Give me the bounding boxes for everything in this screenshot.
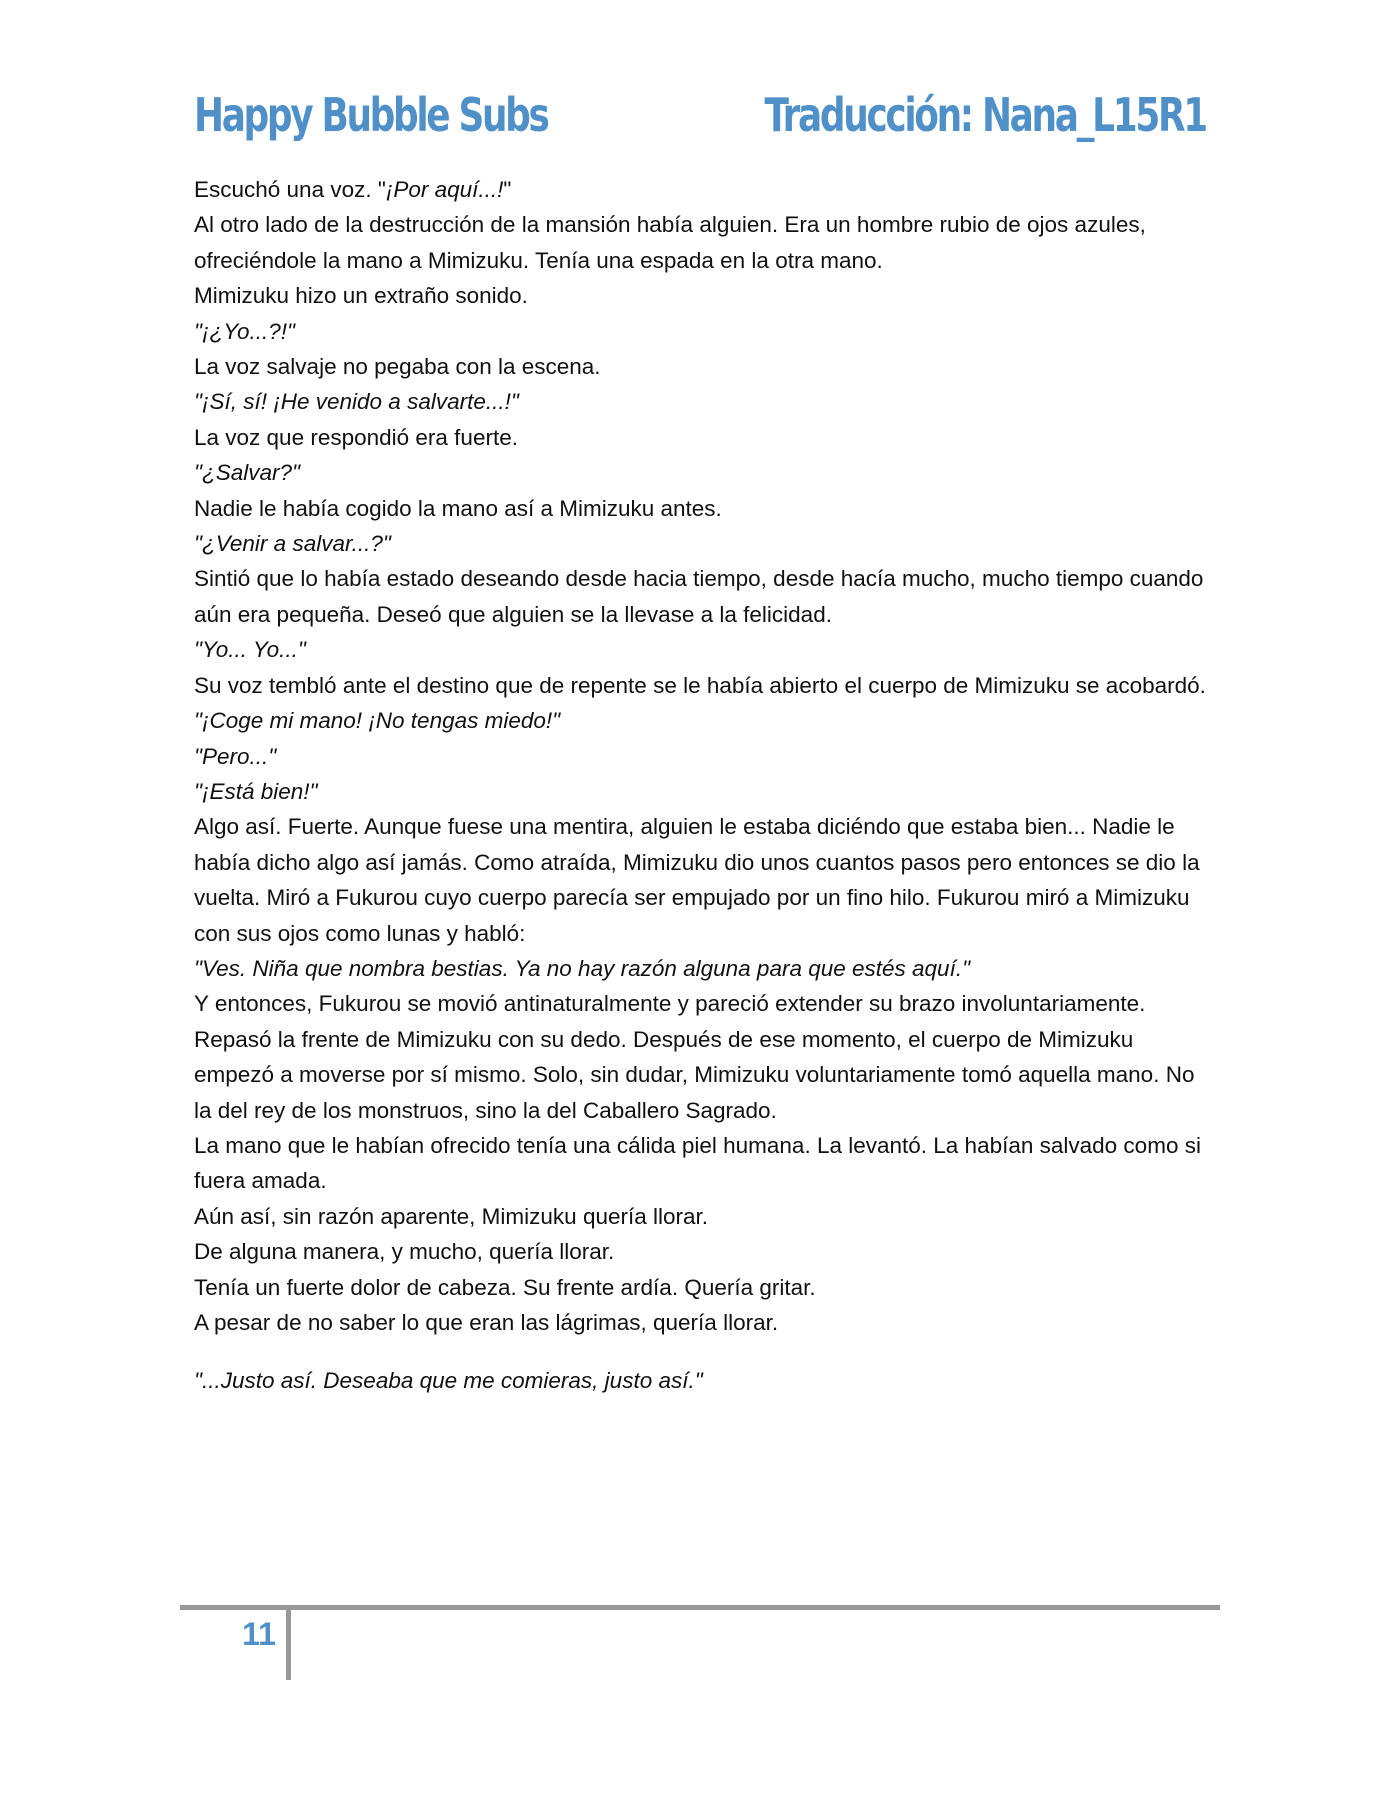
paragraph: Al otro lado de la destrucción de la mansión había alguien. Era un hombre rubio de ojos azules, ofreciéndole la mano a Mimizuku. Tenía una espada en la otra mano. [194,212,1146,273]
dialogue: "Yo... Yo..." [194,637,306,663]
paragraph [194,172,1206,207]
dialogue: "Ves. Niña que nombra bestias. Ya no hay razón alguna para que estés aquí." [194,955,971,981]
paragraph [194,455,1206,490]
paragraph: De alguna manera, y mucho, quería llorar. [194,1239,615,1265]
paragraph: La mano que le habían ofrecido tenía una cálida piel humana. La levantó. La habían salvado como si fuera amada. [194,1132,1201,1194]
narration: Escuchó una voz. " [194,177,386,202]
dialogue: "¿Salvar?" [194,460,301,486]
page-header [194,84,1206,154]
paragraph: Su voz tembló ante el destino que de repente se le había abierto el cuerpo de Mimizuku se acobardó. [194,672,1206,698]
paragraph: Algo así. Fuerte. Aunque fuese una mentira, alguien le estaba diciéndo que estaba bien... Nadie le había dicho algo así jamás. Como atraída, Mimizuku dio unos cuantos pasos pero entonces se dio la vuelta. Miró a Fukurou cuyo cuerpo parecía ser empujado por un fino hilo. Fukurou miró a Mimizuku con sus ojos como lunas y habló: [194,814,1200,946]
paragraph: Tenía un fuerte dolor de cabeza. Su frente ardía. Quería gritar. [194,1274,816,1300]
paragraph [194,526,1206,561]
header-translator-credit: Traducción: Nana_L15R1 [764,88,1206,142]
paragraph: Y entonces, Fukurou se movió antinaturalmente y pareció extender su brazo involuntariamente. Repasó la frente de Mimizuku con su dedo. Después de ese momento, el cuerpo de Mimizuku empezó a moverse por sí mismo. Solo, sin dudar, Mimizuku voluntariamente tomó aquella mano. No la del rey de los monstruos, sino la del Caballero Sagrado. [194,991,1195,1123]
paragraph [194,632,1206,667]
dialogue: "¡Coge mi mano! ¡No tengas miedo!" [194,708,561,734]
paragraph: La voz que respondió era fuerte. [194,424,518,450]
paragraph: Sintió que lo había estado deseando desde hacia tiempo, desde hacía mucho, mucho tiempo cuando aún era pequeña. Deseó que alguien se la llevase a la felicidad. [194,566,1204,627]
footer-rule [180,1605,1220,1610]
paragraph: Nadie le había cogido la mano así a Mimizuku antes. [194,495,722,521]
dialogue: "...Justo así. Deseaba que me comieras, justo así." [194,1368,703,1394]
footer-divider [286,1605,291,1680]
quote-mark: " [503,177,512,202]
paragraph: La voz salvaje no pegaba con la escena. [194,354,601,380]
dialogue: "¡Sí, sí! ¡He venido a salvarte...!" [194,389,519,415]
dialogue: "¡Está bien!" [194,778,318,804]
paragraph [194,1363,1206,1398]
document-body [194,172,1206,1399]
paragraph: Aún así, sin razón aparente, Mimizuku quería llorar. [194,1203,709,1229]
header-group-name: Happy Bubble Subs [194,88,548,142]
paragraph [194,314,1206,349]
dialogue: "Pero..." [194,743,277,769]
paragraph: A pesar de no saber lo que eran las lágrimas, quería llorar. [194,1310,779,1335]
dialogue: "¡¿Yo...?!" [194,318,296,344]
paragraph [194,703,1206,738]
dialogue: "¿Venir a salvar...?" [194,531,391,557]
paragraph [194,951,1206,986]
paragraph [194,739,1206,774]
dialogue: ¡Por aquí...! [385,177,504,202]
paragraph [194,384,1206,419]
paragraph [194,774,1206,809]
paragraph: Mimizuku hizo un extraño sonido. [194,283,528,309]
page-number: 11 [242,1616,276,1652]
